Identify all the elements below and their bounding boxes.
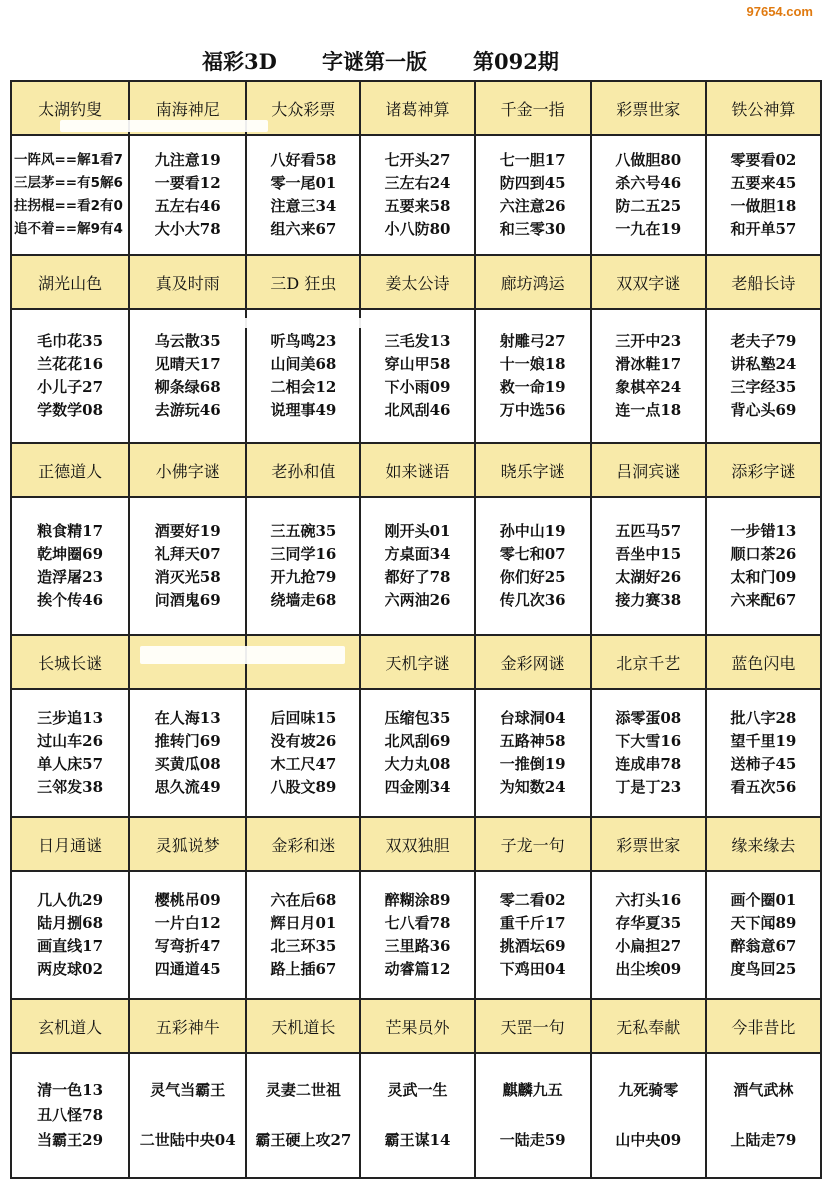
riddle-line: 添零蛋08 xyxy=(615,709,682,727)
riddle-line: 醉翁意67 xyxy=(730,937,797,955)
riddle-line: 五路神58 xyxy=(499,732,566,750)
riddle-line: 山间美68 xyxy=(270,355,337,373)
source-name-cell: 今非昔比 xyxy=(706,999,821,1053)
riddle-line: 三五碗35 xyxy=(270,522,337,540)
riddle-table xyxy=(10,80,822,1179)
riddle-cell xyxy=(706,497,821,635)
source-name-cell: 天机道长 xyxy=(246,999,360,1053)
riddle-line: 太和门09 xyxy=(730,568,797,586)
riddle-line: 丑八怪78 xyxy=(37,1106,104,1124)
riddle-line: 滑冰鞋17 xyxy=(615,355,682,373)
riddle-line: 重千斤17 xyxy=(499,914,566,932)
riddle-line: 酒气武林 xyxy=(733,1081,794,1099)
riddle-line: 五要来45 xyxy=(730,174,797,192)
riddle-cell xyxy=(475,497,591,635)
riddle-line: 陆月捌68 xyxy=(37,914,104,932)
riddle-line: 礼拜天07 xyxy=(154,545,221,563)
source-name-cell: 千金一指 xyxy=(475,81,591,135)
header-row xyxy=(11,817,821,871)
header-row xyxy=(11,443,821,497)
source-name-cell: 铁公神算 xyxy=(706,81,821,135)
riddle-cell xyxy=(129,871,246,999)
riddle-line: 写弯折47 xyxy=(154,937,221,955)
riddle-cell xyxy=(706,309,821,443)
riddle-line: 过山车26 xyxy=(37,732,104,750)
riddle-line: 三同学16 xyxy=(270,545,337,563)
riddle-line: 穿山甲58 xyxy=(384,355,451,373)
riddle-cell xyxy=(360,689,474,817)
source-name-cell: 灵狐说梦 xyxy=(129,817,246,871)
riddle-line: 三毛发13 xyxy=(384,332,451,350)
riddle-line: 见晴天17 xyxy=(154,355,221,373)
riddle-line: 八好看58 xyxy=(270,151,337,169)
riddle-line: 挑酒坛69 xyxy=(499,937,566,955)
riddle-line: 杀六号46 xyxy=(615,174,682,192)
riddle-line: 零要看02 xyxy=(730,151,797,169)
riddle-line: 三层茅==有5解6 xyxy=(14,175,123,191)
riddle-line: 五左右46 xyxy=(154,197,221,215)
riddle-line: 灵妻二世祖 xyxy=(265,1081,341,1099)
riddle-line: 为知数24 xyxy=(499,778,566,796)
riddle-row xyxy=(11,689,821,817)
riddle-line: 度鸟回25 xyxy=(730,960,797,978)
riddle-line: 北风刮46 xyxy=(384,401,451,419)
source-name-cell: 蓝色闪电 xyxy=(706,635,821,689)
riddle-line: 组六来67 xyxy=(270,220,337,238)
riddle-line: 出尘埃09 xyxy=(615,960,682,978)
source-name-cell: 诸葛神算 xyxy=(360,81,474,135)
riddle-line: 零一尾01 xyxy=(270,174,337,192)
riddle-line: 天下闻89 xyxy=(730,914,797,932)
source-name-cell: 湖光山色 xyxy=(11,255,129,309)
riddle-line: 推转门69 xyxy=(154,732,221,750)
header-row xyxy=(11,635,821,689)
riddle-cell xyxy=(475,689,591,817)
riddle-line: 买黄瓜08 xyxy=(154,755,221,773)
riddle-row xyxy=(11,309,821,443)
riddle-row xyxy=(11,497,821,635)
riddle-line: 毛巾花35 xyxy=(37,332,104,350)
riddle-line: 当霸王29 xyxy=(37,1131,104,1149)
riddle-line xyxy=(247,1103,359,1128)
riddle-row xyxy=(11,871,821,999)
riddle-cell xyxy=(246,497,360,635)
riddle-line: 注意三34 xyxy=(270,197,337,215)
riddle-line: 两皮球02 xyxy=(37,960,104,978)
source-name-cell: 五彩神牛 xyxy=(129,999,246,1053)
riddle-cell xyxy=(246,1053,360,1178)
riddle-line: 挨个传46 xyxy=(37,591,104,609)
riddle-line: 台球洞04 xyxy=(499,709,566,727)
riddle-line: 去游玩46 xyxy=(154,401,221,419)
source-name-cell: 缘来缘去 xyxy=(706,817,821,871)
source-name-cell: 添彩字谜 xyxy=(706,443,821,497)
source-name-cell: 金彩和迷 xyxy=(246,817,360,871)
source-name-cell: 日月通谜 xyxy=(11,817,129,871)
riddle-line: 射雕弓27 xyxy=(499,332,566,350)
riddle-cell xyxy=(360,497,474,635)
source-name-cell: 芒果员外 xyxy=(360,999,474,1053)
riddle-cell xyxy=(360,135,474,255)
riddle-line xyxy=(361,1103,473,1128)
riddle-line: 下小雨09 xyxy=(384,378,451,396)
riddle-line: 乾坤圈69 xyxy=(37,545,104,563)
riddle-cell xyxy=(129,689,246,817)
riddle-cell xyxy=(11,689,129,817)
riddle-line: 开九抢79 xyxy=(270,568,337,586)
riddle-line: 造浮屠23 xyxy=(37,568,104,586)
riddle-line: 画直线17 xyxy=(37,937,104,955)
riddle-line: 灵气当霸王 xyxy=(150,1081,226,1099)
riddle-line: 思久流49 xyxy=(154,778,221,796)
riddle-line: 学数学08 xyxy=(37,401,104,419)
riddle-cell xyxy=(246,309,360,443)
riddle-line xyxy=(476,1103,590,1128)
riddle-line: 木工尺47 xyxy=(270,755,337,773)
riddle-line: 万中选56 xyxy=(499,401,566,419)
riddle-line xyxy=(707,1103,820,1128)
source-name-cell: 太湖钓叟 xyxy=(11,81,129,135)
riddle-line: 看五次56 xyxy=(730,778,797,796)
riddle-line: 望千里19 xyxy=(730,732,797,750)
riddle-line: 一做胆18 xyxy=(730,197,797,215)
riddle-line: 一要看12 xyxy=(154,174,221,192)
riddle-line: 三步追13 xyxy=(37,709,104,727)
riddle-cell xyxy=(475,135,591,255)
riddle-cell xyxy=(360,871,474,999)
riddle-line: 六在后68 xyxy=(270,891,337,909)
page-title xyxy=(0,46,827,76)
riddle-cell xyxy=(11,1053,129,1178)
riddle-line: 路上插67 xyxy=(270,960,337,978)
source-name-cell: 晓乐字谜 xyxy=(475,443,591,497)
riddle-cell xyxy=(129,309,246,443)
riddle-line: 三里路36 xyxy=(384,937,451,955)
riddle-line: 九注意19 xyxy=(154,151,221,169)
riddle-cell xyxy=(591,497,706,635)
riddle-line: 八股文89 xyxy=(270,778,337,796)
source-name-cell: 廊坊鸿运 xyxy=(475,255,591,309)
riddle-line: 灵武一生 xyxy=(387,1081,448,1099)
riddle-line: 追不着==解9有4 xyxy=(14,221,123,237)
riddle-cell xyxy=(11,135,129,255)
riddle-line: 顺口茶26 xyxy=(730,545,797,563)
riddle-line: 九死骑零 xyxy=(618,1081,679,1099)
obscured-area xyxy=(140,318,370,328)
riddle-cell xyxy=(129,1053,246,1178)
riddle-cell xyxy=(591,1053,706,1178)
riddle-cell xyxy=(360,309,474,443)
riddle-line: 零二看02 xyxy=(499,891,566,909)
riddle-cell xyxy=(129,135,246,255)
title-edition: 字谜第一版 xyxy=(322,49,427,74)
riddle-line: 一推倒19 xyxy=(499,755,566,773)
riddle-cell xyxy=(591,871,706,999)
riddle-line: 樱桃吊09 xyxy=(154,891,221,909)
source-name-cell: 吕洞宾谜 xyxy=(591,443,706,497)
riddle-line: 你们好25 xyxy=(499,568,566,586)
riddle-line: 问酒鬼69 xyxy=(154,591,221,609)
riddle-line xyxy=(592,1103,705,1128)
riddle-line: 救一命19 xyxy=(499,378,566,396)
riddle-line: 麒麟九五 xyxy=(502,1081,563,1099)
riddle-line: 六注意26 xyxy=(499,197,566,215)
riddle-cell xyxy=(591,689,706,817)
riddle-cell xyxy=(706,689,821,817)
riddle-line: 几人仇29 xyxy=(37,891,104,909)
riddle-line: 三字经35 xyxy=(730,378,797,396)
riddle-line: 七一胆17 xyxy=(499,151,566,169)
riddle-line: 七八看78 xyxy=(384,914,451,932)
riddle-cell xyxy=(706,1053,821,1178)
riddle-cell xyxy=(591,309,706,443)
riddle-line: 小扁担27 xyxy=(615,937,682,955)
riddle-line: 七开头27 xyxy=(384,151,451,169)
source-name-cell: 彩票世家 xyxy=(591,817,706,871)
header-row xyxy=(11,255,821,309)
source-name-cell: 双双独胆 xyxy=(360,817,474,871)
riddle-line: 批八字28 xyxy=(730,709,797,727)
riddle-cell xyxy=(246,871,360,999)
riddle-line: 绕墙走68 xyxy=(270,591,337,609)
riddle-line: 一九在19 xyxy=(615,220,682,238)
header-row xyxy=(11,999,821,1053)
riddle-line: 酒要好19 xyxy=(154,522,221,540)
source-name-cell: 玄机道人 xyxy=(11,999,129,1053)
riddle-line: 孙中山19 xyxy=(499,522,566,540)
riddle-row xyxy=(11,135,821,255)
riddle-cell xyxy=(246,689,360,817)
riddle-line: 北风刮69 xyxy=(384,732,451,750)
riddle-line: 三开中23 xyxy=(615,332,682,350)
riddle-line: 吾坐中15 xyxy=(615,545,682,563)
riddle-line: 连一点18 xyxy=(615,401,682,419)
riddle-cell xyxy=(11,309,129,443)
riddle-line: 和三零30 xyxy=(499,220,566,238)
obscured-area xyxy=(140,646,345,664)
source-name-cell: 金彩网谜 xyxy=(475,635,591,689)
riddle-line: 老夫子79 xyxy=(730,332,797,350)
riddle-line: 八做胆80 xyxy=(615,151,682,169)
riddle-cell xyxy=(475,871,591,999)
source-name-cell: 北京千艺 xyxy=(591,635,706,689)
riddle-line: 一片白12 xyxy=(154,914,221,932)
riddle-line: 拄拐棍==看2有0 xyxy=(14,198,123,214)
riddle-line: 霸王谋14 xyxy=(384,1131,451,1149)
riddle-line: 粮食精17 xyxy=(37,522,104,540)
riddle-line: 霸王硬上攻27 xyxy=(255,1131,352,1149)
riddle-line: 画个圈01 xyxy=(730,891,797,909)
riddle-line: 五匹马57 xyxy=(615,522,682,540)
riddle-line: 六来配67 xyxy=(730,591,797,609)
source-name-cell: 小佛字谜 xyxy=(129,443,246,497)
source-name-cell: 天罡一句 xyxy=(475,999,591,1053)
riddle-line: 四金刚34 xyxy=(384,778,451,796)
riddle-line: 一步错13 xyxy=(730,522,797,540)
source-name-cell: 老孙和值 xyxy=(246,443,360,497)
source-name-cell: 南海神尼 xyxy=(129,81,246,135)
riddle-line: 醉糊涂89 xyxy=(384,891,451,909)
source-name-cell: 长城长谜 xyxy=(11,635,129,689)
source-name-cell: 子龙一句 xyxy=(475,817,591,871)
riddle-line: 方桌面34 xyxy=(384,545,451,563)
riddle-line: 连成串78 xyxy=(615,755,682,773)
riddle-line: 六打头16 xyxy=(615,891,682,909)
riddle-line: 上陆走79 xyxy=(730,1131,797,1149)
riddle-line: 接力赛38 xyxy=(615,591,682,609)
riddle-line: 刚开头01 xyxy=(384,522,451,540)
riddle-line: 北三环35 xyxy=(270,937,337,955)
riddle-line: 二世陆中央04 xyxy=(139,1131,236,1149)
riddle-line: 防二五25 xyxy=(615,197,682,215)
riddle-line: 象棋卒24 xyxy=(615,378,682,396)
riddle-line: 消灭光58 xyxy=(154,568,221,586)
riddle-cell xyxy=(706,871,821,999)
riddle-line: 四通道45 xyxy=(154,960,221,978)
riddle-line: 一阵风==解1看7 xyxy=(14,152,123,168)
riddle-line: 在人海13 xyxy=(154,709,221,727)
riddle-line: 后回味15 xyxy=(270,709,337,727)
riddle-line: 三邻发38 xyxy=(37,778,104,796)
riddle-line: 防四到45 xyxy=(499,174,566,192)
riddle-line: 六两油26 xyxy=(384,591,451,609)
riddle-line: 讲私塾24 xyxy=(730,355,797,373)
riddle-cell xyxy=(706,135,821,255)
riddle-line: 没有坡26 xyxy=(270,732,337,750)
riddle-line: 乌云散35 xyxy=(154,332,221,350)
riddle-line: 和开单57 xyxy=(730,220,797,238)
source-name-cell: 天机字谜 xyxy=(360,635,474,689)
source-name-cell: 无私奉献 xyxy=(591,999,706,1053)
riddle-line: 一陆走59 xyxy=(499,1131,566,1149)
riddle-line: 清一色13 xyxy=(37,1081,104,1099)
riddle-cell xyxy=(11,871,129,999)
riddle-cell xyxy=(360,1053,474,1178)
riddle-line: 大力丸08 xyxy=(384,755,451,773)
riddle-line: 下大雪16 xyxy=(615,732,682,750)
riddle-line: 传几次36 xyxy=(499,591,566,609)
obscured-area xyxy=(60,120,268,132)
watermark-text: 97654.com xyxy=(746,4,813,19)
riddle-line: 大小大78 xyxy=(154,220,221,238)
riddle-line: 小八防80 xyxy=(384,220,451,238)
title-lottery-name: 福彩3D xyxy=(202,49,277,74)
source-name-cell: 真及时雨 xyxy=(129,255,246,309)
title-issue-number: 第092期 xyxy=(473,49,559,74)
riddle-cell xyxy=(129,497,246,635)
riddle-line: 都好了78 xyxy=(384,568,451,586)
riddle-line: 背心头69 xyxy=(730,401,797,419)
riddle-line: 辉日月01 xyxy=(270,914,337,932)
riddle-line: 小儿子27 xyxy=(37,378,104,396)
riddle-cell xyxy=(475,309,591,443)
riddle-line: 压缩包35 xyxy=(384,709,451,727)
riddle-line: 存华夏35 xyxy=(615,914,682,932)
riddle-line: 山中央09 xyxy=(615,1131,682,1149)
riddle-line: 动睿篇12 xyxy=(384,960,451,978)
riddle-line: 送柿子45 xyxy=(730,755,797,773)
riddle-line: 十一娘18 xyxy=(499,355,566,373)
riddle-line: 二相会12 xyxy=(270,378,337,396)
riddle-cell xyxy=(246,135,360,255)
source-name-cell: 双双字谜 xyxy=(591,255,706,309)
riddle-line: 丁是丁23 xyxy=(615,778,682,796)
riddle-cell xyxy=(11,497,129,635)
riddle-row xyxy=(11,1053,821,1178)
riddle-line: 说理事49 xyxy=(270,401,337,419)
source-name-cell: 老船长诗 xyxy=(706,255,821,309)
riddle-cell xyxy=(591,135,706,255)
riddle-line: 五要来58 xyxy=(384,197,451,215)
source-name-cell: 彩票世家 xyxy=(591,81,706,135)
riddle-line: 下鸡田04 xyxy=(499,960,566,978)
riddle-line: 单人床57 xyxy=(37,755,104,773)
riddle-line: 太湖好26 xyxy=(615,568,682,586)
source-name-cell: 三D 狂虫 xyxy=(246,255,360,309)
riddle-line: 零七和07 xyxy=(499,545,566,563)
source-name-cell: 大众彩票 xyxy=(246,81,360,135)
source-name-cell: 姜太公诗 xyxy=(360,255,474,309)
riddle-line: 兰花花16 xyxy=(37,355,104,373)
source-name-cell: 如来谜语 xyxy=(360,443,474,497)
riddle-line: 三左右24 xyxy=(384,174,451,192)
riddle-line: 听鸟鸣23 xyxy=(270,332,337,350)
riddle-cell xyxy=(475,1053,591,1178)
riddle-line xyxy=(130,1103,245,1128)
riddle-line: 柳条绿68 xyxy=(154,378,221,396)
source-name-cell: 正德道人 xyxy=(11,443,129,497)
